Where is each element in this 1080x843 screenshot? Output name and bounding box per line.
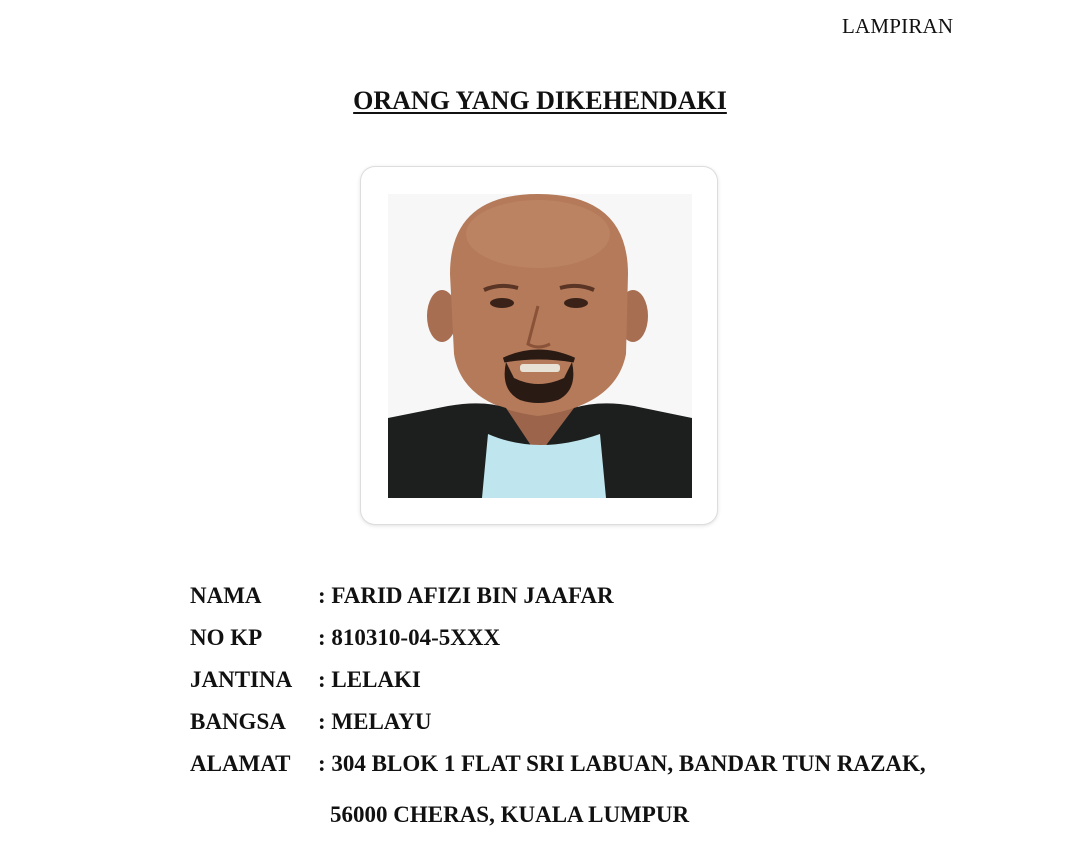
jantina-label: JANTINA <box>190 667 293 692</box>
nokp-value: : 810310-04-5XXX <box>318 625 501 650</box>
lampiran-label: LAMPIRAN <box>842 14 954 38</box>
detail-row-jantina <box>190 661 926 703</box>
jantina-value: : LELAKI <box>318 667 421 692</box>
nama-label: NAMA <box>190 583 262 608</box>
alamat-line2: 56000 CHERAS, KUALA LUMPUR <box>330 802 690 827</box>
alamat-value: : 304 BLOK 1 FLAT SRI LABUAN, BANDAR TUN RAZAK, <box>318 751 926 776</box>
alamat-label: ALAMAT <box>190 751 291 776</box>
photo-frame <box>361 167 717 524</box>
detail-row-alamat <box>190 745 926 787</box>
nama-value: : FARID AFIZI BIN JAAFAR <box>318 583 614 608</box>
portrait-photo <box>388 194 692 498</box>
detail-row-nama <box>190 577 926 619</box>
bangsa-label: BANGSA <box>190 709 286 734</box>
detail-row-nokp <box>190 619 926 661</box>
details-section <box>190 577 926 829</box>
bangsa-value: : MELAYU <box>318 709 432 734</box>
nokp-label: NO KP <box>190 625 263 650</box>
page-title: ORANG YANG DIKEHENDAKI <box>353 86 727 115</box>
detail-row-bangsa <box>190 703 926 745</box>
